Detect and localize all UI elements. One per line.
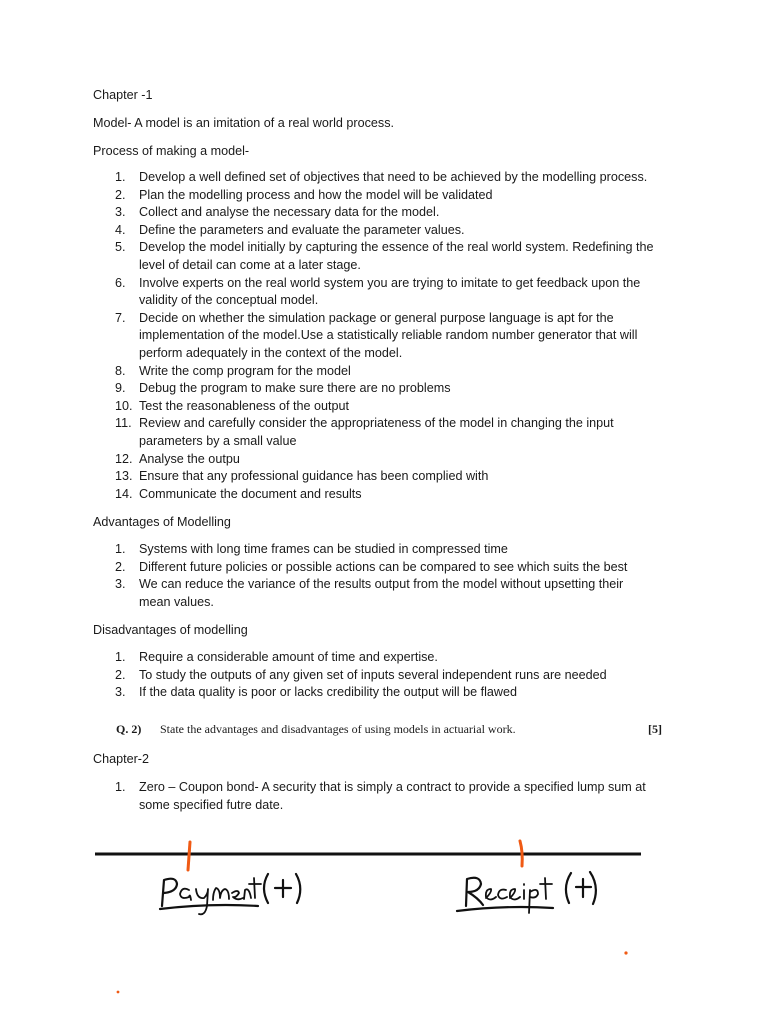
process-step-item-number: 1. [115, 170, 126, 184]
chapter-2-item-number: 1. [115, 780, 126, 794]
process-step-item-text: Develop a well defined set of objectives that need to be achieved by the modelling process. [139, 170, 648, 184]
chapter-1-heading: Chapter -1 [93, 88, 153, 102]
payment-handwriting [160, 874, 300, 914]
left-tick-mark [188, 842, 190, 870]
disadvantage-item-number: 3. [115, 685, 126, 700]
advantage-item-text: We can reduce the variance of the results output from the model without upsetting their [139, 577, 624, 592]
disadvantage-item-number: 2. [115, 667, 126, 682]
process-step-item-number: 10. [115, 398, 133, 413]
process-step-item-number: 8. [115, 363, 126, 378]
process-step-item-text: Communicate the document and results [139, 486, 362, 501]
disadvantage-item-text: If the data quality is poor or lacks credibility the output will be flawed [139, 685, 518, 700]
process-step-item-text: Develop the model initially by capturing the essence of the real world system. Redefining the [139, 240, 654, 255]
process-step-item-text: Write the comp program for the model [139, 363, 351, 378]
process-step-item-number: 13. [115, 469, 133, 484]
process-step-item-number: 11. [115, 416, 132, 431]
advantage-item-number: 3. [115, 577, 126, 592]
disadvantages-heading: Disadvantages of modelling [93, 623, 248, 637]
process-step-item-number: 14. [115, 486, 133, 501]
chapter-2-item-text: some specified futre date. [139, 797, 284, 812]
process-step-item-text: parameters by a small value [139, 433, 297, 448]
process-step-item-number: 7. [115, 310, 126, 325]
model-definition: Model- A model is an imitation of a real world process. [93, 116, 394, 130]
process-heading: Process of making a model- [93, 144, 250, 158]
process-step-item-text: Involve experts on the real world system you are trying to imitate to get feedback upon the [139, 275, 641, 290]
process-step-item-text: Plan the modelling process and how the model will be validated [139, 187, 493, 202]
process-step-item-number: 9. [115, 381, 126, 396]
question-number: Q. 2) [116, 722, 142, 736]
disadvantage-item-text: Require a considerable amount of time and expertise. [139, 650, 438, 664]
process-step-item-text: Collect and analyse the necessary data for the model. [139, 205, 440, 220]
process-step-item-text: perform adequately in the context of the model. [139, 345, 403, 360]
process-step-item-text: level of detail can come at a later stage. [139, 257, 361, 272]
process-step-item-number: 5. [115, 240, 126, 255]
advantage-item-number: 1. [115, 542, 126, 556]
process-step-item-text: implementation of the model.Use a statistically reliable random number generator that will [139, 328, 638, 343]
advantage-item-number: 2. [115, 559, 126, 574]
process-step-item-number: 6. [115, 275, 126, 290]
disadvantage-item-text: To study the outputs of any given set of inputs several independent runs are needed [139, 667, 607, 682]
orange-dot [117, 991, 120, 994]
process-step-item-text: validity of the conceptual model. [139, 293, 319, 308]
advantages-heading: Advantages of Modelling [93, 515, 231, 529]
question-marks: [5] [648, 722, 662, 736]
process-step-item-text: Analyse the outpu [139, 451, 240, 466]
question-text: State the advantages and disadvantages of using models in actuarial work. [160, 722, 516, 736]
receipt-handwriting [457, 872, 596, 913]
process-step-item-text: Decide on whether the simulation package or general purpose language is apt for the [139, 310, 614, 325]
advantage-item-text: Systems with long time frames can be studied in compressed time [139, 542, 508, 556]
process-step-item-number: 4. [115, 222, 126, 237]
process-step-item-number: 3. [115, 205, 126, 220]
process-step-item-number: 2. [115, 187, 126, 202]
process-step-item-text: Review and carefully consider the appropriateness of the model in changing the input [139, 416, 614, 431]
chapter-2-item-text: Zero – Coupon bond- A security that is simply a contract to provide a specified lump sum at [139, 780, 646, 794]
process-step-item-number: 12. [115, 451, 133, 466]
process-step-item-text: Ensure that any professional guidance has been complied with [139, 469, 489, 484]
process-step-item-text: Debug the program to make sure there are no problems [139, 381, 451, 396]
chapter-2-heading: Chapter-2 [93, 752, 150, 766]
advantage-item-text: Different future policies or possible actions can be compared to see which suits the best [139, 559, 628, 574]
process-step-item-text: Define the parameters and evaluate the parameter values. [139, 222, 465, 237]
disadvantage-item-number: 1. [115, 650, 126, 664]
advantage-item-text: mean values. [139, 594, 214, 609]
process-step-item-text: Test the reasonableness of the output [139, 398, 350, 413]
orange-dot [624, 951, 627, 954]
